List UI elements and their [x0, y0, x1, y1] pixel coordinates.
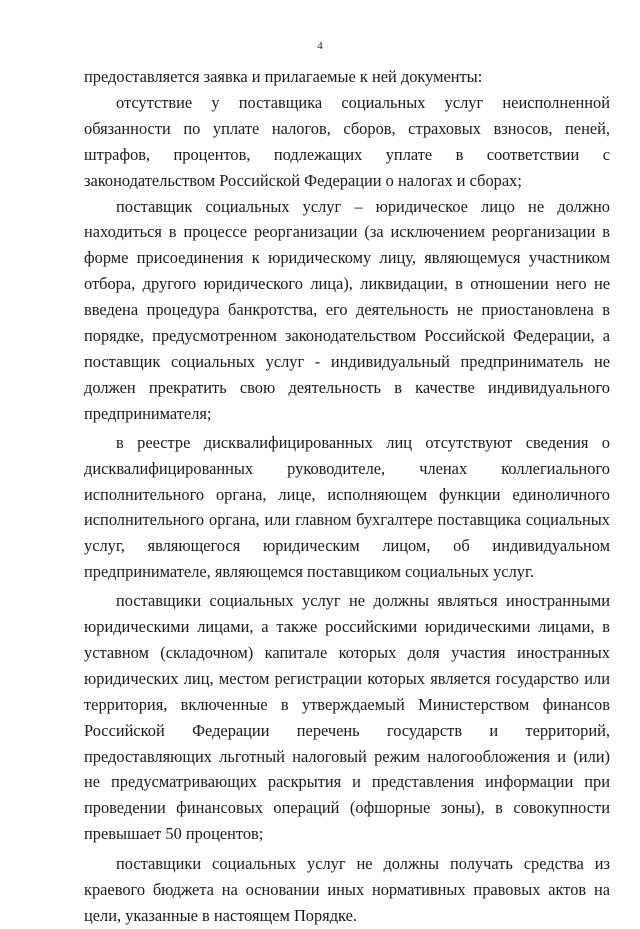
paragraph-disqualified-registry: в реестре дисквалифицированных лиц отсутствуют сведения о дисквалифицированных руководителе, членах коллегиального исполнительного органа, лице, исполняющем функции единоличного исполнительного органа, или главном бухгалтере поставщика социальных услуг, являющегося юридическим лицом, об индивидуальном предпринимателе, являющемся поставщиком социальных услуг.	[84, 432, 610, 582]
document-body	[84, 64, 610, 929]
paragraph-continuation: предоставляется заявка и прилагаемые к ней документы:	[84, 67, 483, 86]
paragraph-not-foreign-entity: поставщики социальных услуг не должны являться иностранными юридическими лицами, а также российскими юридическими лицами, в уставном (складочном) капитале которых доля участия иностранных юридических лиц, местом регистрации которых является государство или территория, включенные в утверждаемый Министерством финансов Российской Федерации перечень государств и территорий, предоставляющих льготный налоговый режим налогообложения и (или) не предусматривающих раскрытия и представления информации при проведении финансовых операций (офшорные зоны), в совокупности превышает 50 процентов;	[84, 591, 610, 844]
paragraph-no-other-budget-funds: поставщики социальных услуг не должны получать средства из краевого бюджета на основании иных нормативных правовых актов на цели, указанные в настоящем Порядке.	[84, 854, 610, 925]
paragraph-no-reorganization: поставщик социальных услуг – юридическое лицо не должно находиться в процессе реорганизации (за исключением реорганизации в форме присоединения к юридическому лицу, являющемуся участником отбора, другого юридического лица), ликвидации, в отношении него не введена процедура банкротства, его деятельность не приостановлена в порядке, предусмотренном законодательством Российской Федерации, а поставщик социальных услуг - индивидуальный предприниматель не должен прекратить свою деятельность в качестве индивидуального предпринимателя;	[84, 196, 610, 423]
paragraph-no-tax-debt: отсутствие у поставщика социальных услуг неисполненной обязанности по уплате налогов, сборов, страховых взносов, пеней, штрафов, процентов, подлежащих уплате в соответствии с законодательством Российской Федерации о налогах и сборах;	[84, 92, 610, 190]
page-number: 4	[317, 40, 323, 52]
